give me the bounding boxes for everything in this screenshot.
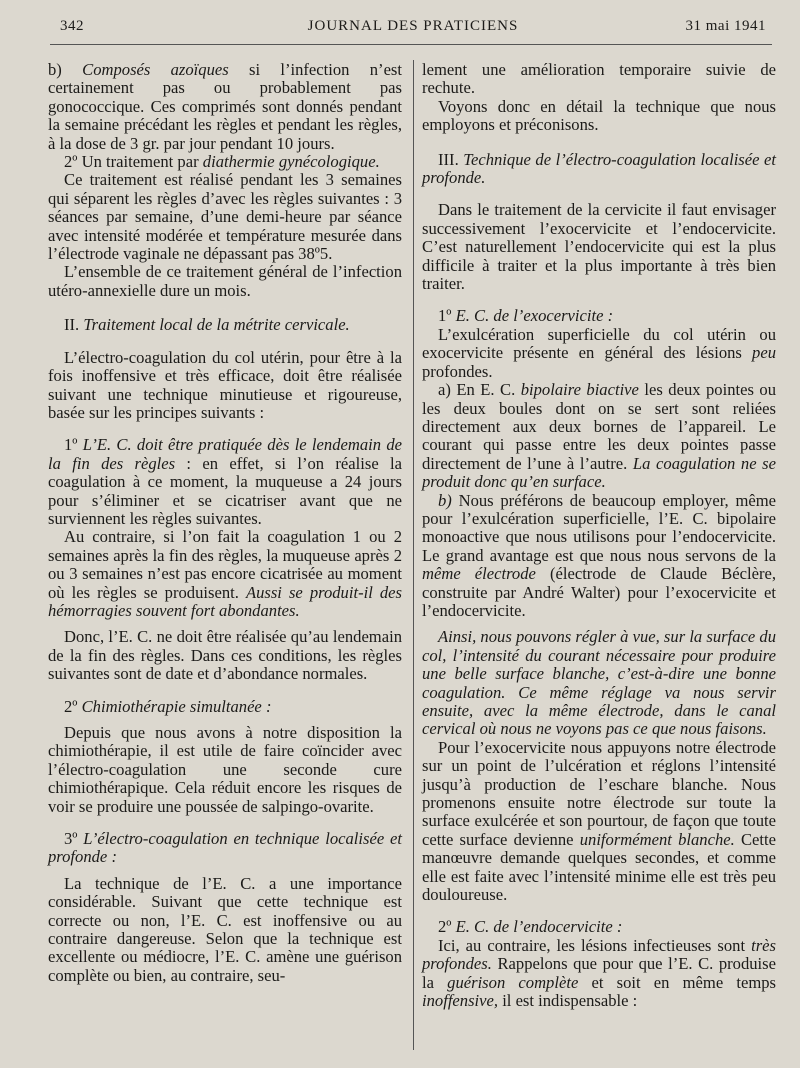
paragraph: b) Nous préférons de beaucoup employer, même pour l’exulcération superficielle, l’E. C. bipolaire monoactive que nous utilisons pour l’endocervicite. Le grand avantage est que nous nous servons de la même électrode (électrode de Claude Béclère, construite par André Walter) pour l’exocervicite et l’endocervicite.: [422, 490, 776, 620]
page-number: 342: [60, 18, 84, 34]
paragraph: lement une amélioration temporaire suivie de rechute.: [422, 60, 776, 98]
paragraph: b) Composés azoïques si l’infection n’est certainement pas ou probablement pas gonococcique. Ces comprimés sont donnés pendant la semaine précédant les règles et pendant les règles, à la dose de 3 gr. par jour pendant 10 jours.: [48, 60, 403, 153]
paragraph: 2º Un traitement par diathermie gynécologique.: [64, 152, 380, 172]
column-divider: [413, 60, 414, 1050]
header-rule: [50, 44, 772, 45]
paragraph: Dans le traitement de la cervicite il faut envisager successivement l’exocervicite et l’endocervicite. C’est naturellement l’endocervicite qui est la plus difficile à traiter et la plus importante à très bien traiter.: [422, 200, 776, 294]
paragraph: a) En E. C. bipolaire biactive les deux pointes ou les deux boules dont on se sert sont reliées directement aux deux bornes de l’appareil. Le courant qui passe entre les deux pointes passe directement de l’une à l’autre. La coagulation ne se produit donc qu’en surface.: [422, 380, 777, 492]
paragraph: Depuis que nous avons à notre disposition la chimiothérapie, il est utile de faire coïncider avec l’électro-coagulation une seconde cure chimiothérapique. Cela réduit encore les risques de voir se produire une poussée de salpingo-ovarite.: [48, 723, 402, 816]
subsection-heading: 3º L’électro-coagulation en technique localisée et profonde :: [48, 829, 402, 867]
journal-title: JOURNAL DES PRATICIENS: [307, 18, 519, 34]
paragraph: L’exulcération superficielle du col utérin ou exocervicite présente en général des lésions peu profondes.: [422, 324, 776, 381]
paragraph: L’électro-coagulation du col utérin, pour être à la fois inoffensive et très efficace, doit être réalisée suivant une technique minutieuse et rigoureuse, basée sur les principes suivants :: [48, 347, 402, 422]
section-heading: III. Technique de l’électro-coagulation localisée et profonde.: [422, 149, 776, 188]
section-heading: II. Traitement local de la métrite cervicale.: [64, 315, 350, 335]
subsection-heading: 2º E. C. de l’endocervicite :: [438, 917, 623, 937]
paragraph: 1º L’E. C. doit être pratiquée dès le lendemain de la fin des règles : en effet, si l’on réalise la coagulation à ce moment, la muqueuse a 24 jours pour s’éliminer et se cicatriser avant que ne surviennent les règles suivantes.: [48, 435, 402, 528]
right-column: [422, 61, 776, 1011]
paragraph: Au contraire, si l’on fait la coagulation 1 ou 2 semaines après la fin des règles, la muqueuse après 2 ou 3 semaines n’est pas encore cicatrisée au moment où les règles se produisent. Aussi se produit-il des hémorragies souvent fort abondantes.: [48, 527, 402, 620]
subsection-heading: 1º E. C. de l’exocervicite :: [438, 306, 614, 326]
subsection-heading: 2º Chimiothérapie simultanée :: [64, 696, 272, 716]
paragraph: Ce traitement est réalisé pendant les 3 semaines qui séparent les règles d’avec les règles suivantes : 3 séances par semaine, d’une demi-heure par séance avec intensité modérée et température mesurée dans l’électrode vaginale ne dépassant pas 38º5.: [48, 170, 402, 264]
issue-date: 31 mai 1941: [685, 18, 766, 34]
paragraph: La technique de l’E. C. a une importance considérable. Suivant que cette technique est correcte ou non, l’E. C. est inoffensive ou au contraire dangereuse. Selon que la technique est excellente ou médiocre, l’E. C. amène une guérison complète ou bien, au contraire, seu-: [48, 873, 402, 985]
paragraph: Voyons donc en détail la technique que nous employons et préconisons.: [422, 96, 776, 135]
page-header: [60, 18, 766, 42]
paragraph: L’ensemble de ce traitement général de l’infection utéro-annexielle dure un mois.: [48, 262, 402, 300]
paragraph: Donc, l’E. C. ne doit être réalisée qu’au lendemain de la fin des règles. Dans ces conditions, les règles suivantes sont de date et d’abondance normales.: [48, 627, 402, 684]
paragraph: Pour l’exocervicite nous appuyons notre électrode sur un point de l’ulcération et réglons l’intensité jusqu’à production de l’eschare blanche. Nous promenons ensuite notre électrode sur toute la surface exulcérée et son pourtour, de façon que toute cette surface devienne uniformément blanche. Cette manœuvre demande quelques secondes, et comme elle est faite avec l’intensité minime elle est très peu douloureuse.: [422, 737, 777, 905]
left-column: [48, 61, 402, 985]
paragraph: Ainsi, nous pouvons régler à vue, sur la surface du col, l’intensité du courant nécessaire pour produire une belle surface blanche, c’est-à-dire une bonne coagulation. Ce même réglage va nous servir ensuite, avec la même électrode, dans le canal cervical où nous ne voyons pas ce que nous faisons.: [422, 627, 776, 739]
paragraph: Ici, au contraire, les lésions infectieuses sont très profondes. Rappelons que pour que l’E. C. produise la guérison complète et soit en même temps inoffensive, il est indispensable :: [422, 935, 776, 1011]
